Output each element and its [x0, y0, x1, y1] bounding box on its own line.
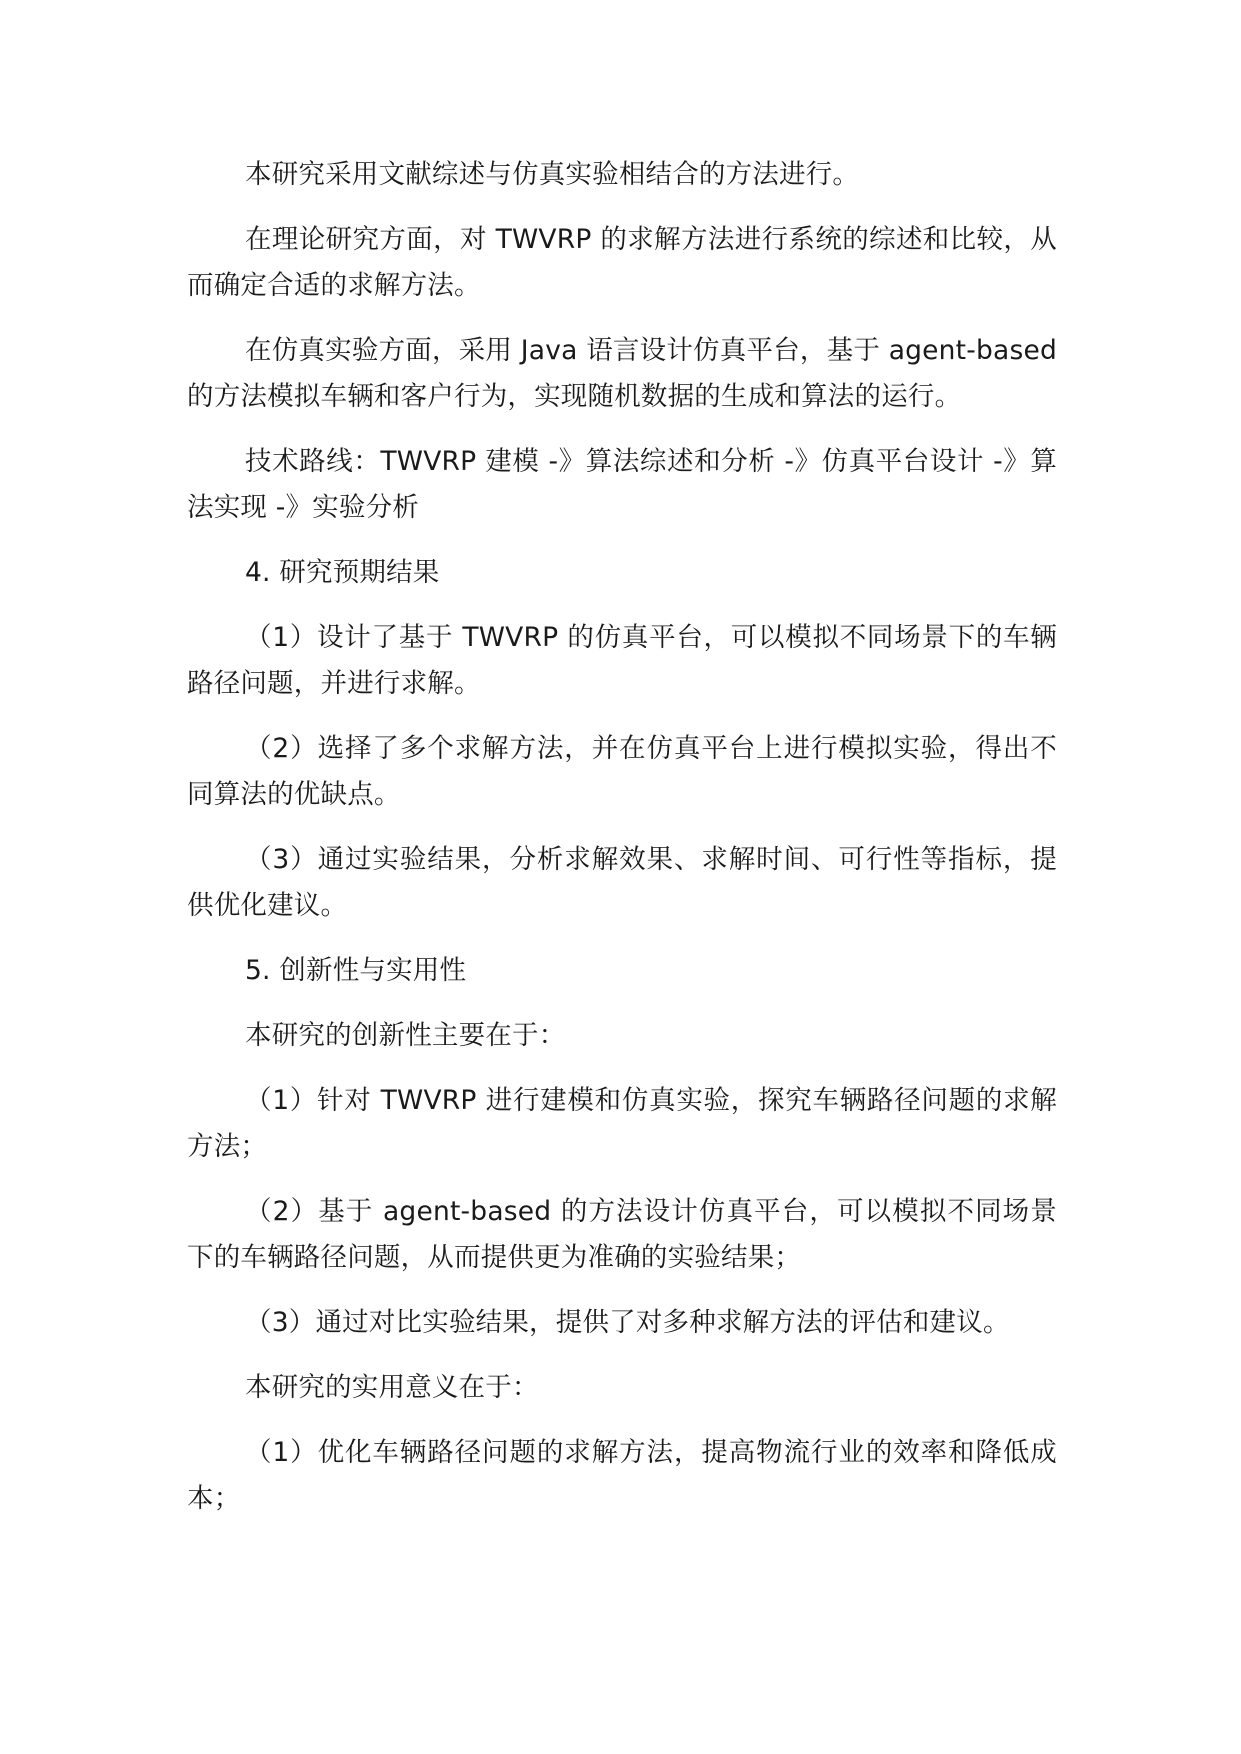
paragraph-practical-intro: 本研究的实用意义在于： [245, 1372, 539, 1403]
list-item-innovation-2: （2）基于 agent-based 的方法设计仿真平台，可以模拟不同场景下的车辆路径问题，从而提供更为准确的实验结果； [187, 1196, 1057, 1273]
list-item-expected-result-1: （1）设计了基于 TWVRP 的仿真平台，可以模拟不同场景下的车辆路径问题，并进行求解。 [187, 622, 1057, 699]
list-item-innovation-1: （1）针对 TWVRP 进行建模和仿真实验，探究车辆路径问题的求解方法； [187, 1085, 1057, 1162]
document-body [187, 152, 1057, 1522]
list-item-expected-result-3: （3）通过实验结果，分析求解效果、求解时间、可行性等指标，提供优化建议。 [187, 844, 1057, 921]
list-item-practical-1: （1）优化车辆路径问题的求解方法，提高物流行业的效率和降低成本； [187, 1437, 1057, 1514]
section-heading-innovation: 5. 创新性与实用性 [245, 955, 467, 986]
list-item-innovation-3: （3）通过对比实验结果，提供了对多种求解方法的评估和建议。 [245, 1307, 1010, 1338]
paragraph-theory-research: 在理论研究方面，对 TWVRP 的求解方法进行系统的综述和比较，从而确定合适的求解方法。 [187, 224, 1057, 301]
section-heading-expected-results: 4. 研究预期结果 [245, 557, 440, 588]
paragraph-method-overview: 本研究采用文献综述与仿真实验相结合的方法进行。 [245, 159, 860, 190]
paragraph-simulation-experiment: 在仿真实验方面，采用 Java 语言设计仿真平台，基于 agent-based 的方法模拟车辆和客户行为，实现随机数据的生成和算法的运行。 [187, 335, 1057, 412]
paragraph-innovation-intro: 本研究的创新性主要在于： [245, 1020, 566, 1051]
paragraph-technical-route: 技术路线：TWVRP 建模 -》算法综述和分析 -》仿真平台设计 -》算法实现 -》实验分析 [187, 446, 1057, 523]
list-item-expected-result-2: （2）选择了多个求解方法，并在仿真平台上进行模拟实验，得出不同算法的优缺点。 [187, 733, 1057, 810]
